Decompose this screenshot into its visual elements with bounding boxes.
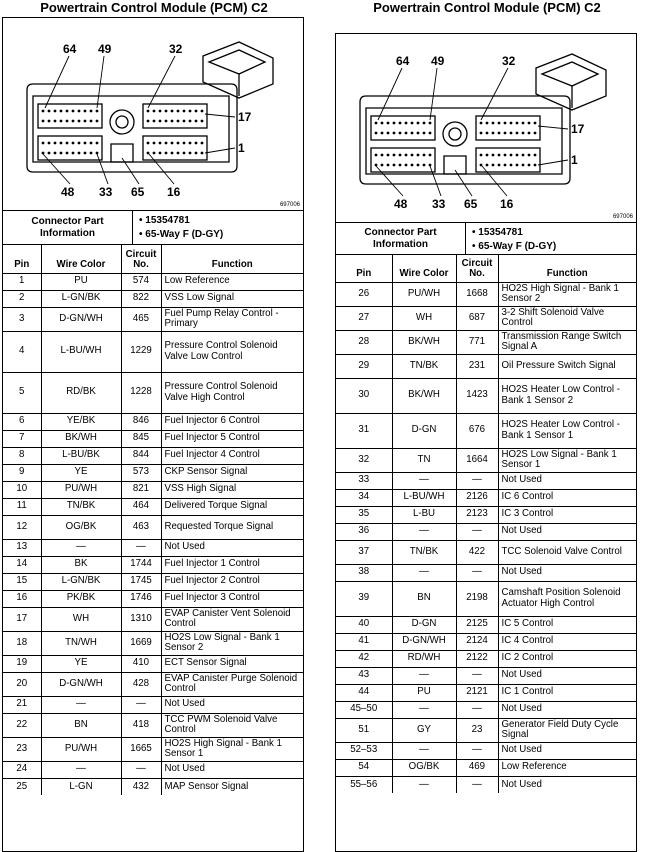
- circuit-cell: 822: [121, 290, 161, 307]
- callout-right-2: 1: [571, 153, 578, 167]
- table-row: [3, 447, 303, 464]
- connector-diagram: [3, 18, 303, 210]
- wire-color-cell: PK/BK: [41, 590, 121, 607]
- table-row: [336, 378, 636, 413]
- function-cell: HO2S High Signal - Bank 1 Sensor 2: [498, 282, 636, 306]
- pin-cell: 4: [3, 331, 41, 372]
- table-row: [3, 372, 303, 413]
- table-row: [336, 306, 636, 330]
- pin-cell: 43: [336, 667, 392, 684]
- circuit-cell: 687: [456, 306, 498, 330]
- pin-cell: 22: [3, 713, 41, 737]
- circuit-cell: 574: [121, 273, 161, 290]
- table-row: [3, 481, 303, 498]
- pin-cell: 17: [3, 607, 41, 631]
- function-cell: Generator Field Duty Cycle Signal: [498, 718, 636, 742]
- wire-color-cell: BK/WH: [392, 330, 456, 354]
- wire-color-cell: TN/BK: [392, 354, 456, 378]
- wire-color-cell: D-GN/WH: [41, 672, 121, 696]
- callout-top-1: 64: [63, 42, 77, 56]
- table-row: [336, 759, 636, 776]
- figure-number: 697006: [612, 214, 633, 220]
- table-row: [336, 633, 636, 650]
- wire-color-cell: OG/BK: [41, 515, 121, 539]
- wire-color-cell: YE: [41, 655, 121, 672]
- wire-color-cell: YE: [41, 464, 121, 481]
- wire-color-cell: PU: [41, 273, 121, 290]
- callout-right-1: 17: [571, 122, 585, 136]
- callout-bottom-1: 48: [61, 185, 75, 199]
- connector-type: • 65-Way F (D-GY): [472, 241, 557, 252]
- circuit-cell: 1423: [456, 378, 498, 413]
- callout-bottom-4: 16: [500, 197, 514, 211]
- wire-color-cell: L-GN: [41, 778, 121, 795]
- connector-box: [2, 17, 304, 852]
- circuit-cell: 573: [121, 464, 161, 481]
- function-cell: Fuel Pump Relay Control - Primary: [161, 307, 303, 331]
- pin-cell: 9: [3, 464, 41, 481]
- pinout-table: [3, 245, 303, 795]
- wire-color-cell: BK: [41, 556, 121, 573]
- callout-bottom-3: 65: [464, 197, 478, 211]
- wire-color-cell: —: [41, 696, 121, 713]
- function-cell: Oil Pressure Switch Signal: [498, 354, 636, 378]
- wire-color-cell: D-GN: [392, 616, 456, 633]
- table-row: [336, 616, 636, 633]
- function-cell: Not Used: [161, 761, 303, 778]
- circuit-cell: 1744: [121, 556, 161, 573]
- pin-cell: 6: [3, 413, 41, 430]
- circuit-cell: 432: [121, 778, 161, 795]
- table-row: [3, 413, 303, 430]
- circuit-cell: 1665: [121, 737, 161, 761]
- pin-cell: 54: [336, 759, 392, 776]
- function-cell: VSS Low Signal: [161, 290, 303, 307]
- circuit-cell: 1228: [121, 372, 161, 413]
- circuit-cell: 2124: [456, 633, 498, 650]
- wire-color-cell: BN: [41, 713, 121, 737]
- connector-part-info: [336, 223, 636, 255]
- function-cell: Fuel Injector 2 Control: [161, 573, 303, 590]
- header-circuit: Circuit No.: [456, 255, 498, 282]
- connector-part-info: [3, 211, 303, 245]
- circuit-cell: 846: [121, 413, 161, 430]
- callout-top-2: 49: [431, 54, 445, 68]
- callout-top-3: 32: [169, 42, 183, 56]
- wire-color-cell: BK/WH: [392, 378, 456, 413]
- table-row: [336, 718, 636, 742]
- pin-cell: 44: [336, 684, 392, 701]
- function-cell: Fuel Injector 1 Control: [161, 556, 303, 573]
- table-row: [3, 498, 303, 515]
- circuit-cell: 418: [121, 713, 161, 737]
- wire-color-cell: —: [392, 523, 456, 540]
- function-cell: Low Reference: [161, 273, 303, 290]
- pin-cell: 12: [3, 515, 41, 539]
- pin-cell: 45–50: [336, 701, 392, 718]
- wire-color-cell: L-BU/BK: [41, 447, 121, 464]
- pin-cell: 11: [3, 498, 41, 515]
- circuit-cell: 844: [121, 447, 161, 464]
- table-row: [336, 354, 636, 378]
- panel-title: Powertrain Control Module (PCM) C2: [373, 0, 601, 15]
- table-row: [3, 607, 303, 631]
- table-row: [3, 737, 303, 761]
- callout-top-1: 64: [396, 54, 410, 68]
- pin-cell: 1: [3, 273, 41, 290]
- circuit-cell: 845: [121, 430, 161, 447]
- circuit-cell: 771: [456, 330, 498, 354]
- wire-color-cell: RD/WH: [392, 650, 456, 667]
- wire-color-cell: —: [392, 776, 456, 793]
- circuit-cell: 1669: [121, 631, 161, 655]
- function-cell: Not Used: [498, 667, 636, 684]
- function-cell: MAP Sensor Signal: [161, 778, 303, 795]
- callout-top-3: 32: [502, 54, 516, 68]
- circuit-cell: 821: [121, 481, 161, 498]
- table-row: [336, 282, 636, 306]
- table-row: [3, 464, 303, 481]
- table-row: [3, 761, 303, 778]
- table-row: [3, 331, 303, 372]
- circuit-cell: 422: [456, 540, 498, 564]
- connector-diagram: [336, 34, 636, 222]
- table-row: [336, 472, 636, 489]
- info-label: Connector Part Information: [336, 223, 466, 254]
- wire-color-cell: PU/WH: [392, 282, 456, 306]
- pin-cell: 33: [336, 472, 392, 489]
- table-row: [3, 713, 303, 737]
- circuit-cell: 1746: [121, 590, 161, 607]
- circuit-cell: 1664: [456, 448, 498, 472]
- circuit-cell: 2198: [456, 581, 498, 616]
- function-cell: Requested Torque Signal: [161, 515, 303, 539]
- wire-color-cell: PU/WH: [41, 481, 121, 498]
- pinout-table: [336, 255, 636, 793]
- table-row: [3, 631, 303, 655]
- table-row: [336, 506, 636, 523]
- pin-cell: 24: [3, 761, 41, 778]
- pin-cell: 10: [3, 481, 41, 498]
- wire-color-cell: L-GN/BK: [41, 290, 121, 307]
- info-values: [133, 211, 303, 244]
- circuit-cell: 465: [121, 307, 161, 331]
- function-cell: HO2S High Signal - Bank 1 Sensor 1: [161, 737, 303, 761]
- function-cell: Not Used: [498, 472, 636, 489]
- wire-color-cell: L-GN/BK: [41, 573, 121, 590]
- connector-figure: [336, 34, 636, 223]
- function-cell: EVAP Canister Vent Solenoid Control: [161, 607, 303, 631]
- function-cell: 3-2 Shift Solenoid Valve Control: [498, 306, 636, 330]
- circuit-cell: 1310: [121, 607, 161, 631]
- function-cell: TCC PWM Solenoid Valve Control: [161, 713, 303, 737]
- part-number: • 15354781: [472, 227, 523, 238]
- circuit-cell: —: [456, 523, 498, 540]
- pin-cell: 21: [3, 696, 41, 713]
- pin-cell: 3: [3, 307, 41, 331]
- circuit-cell: 464: [121, 498, 161, 515]
- circuit-cell: 676: [456, 413, 498, 448]
- table-row: [336, 448, 636, 472]
- connector-box: [335, 33, 637, 852]
- function-cell: Low Reference: [498, 759, 636, 776]
- pin-cell: 29: [336, 354, 392, 378]
- circuit-cell: 410: [121, 655, 161, 672]
- pin-cell: 23: [3, 737, 41, 761]
- table-row: [336, 581, 636, 616]
- pin-cell: 39: [336, 581, 392, 616]
- pin-cell: 37: [336, 540, 392, 564]
- wire-color-cell: TN: [392, 448, 456, 472]
- circuit-cell: —: [121, 539, 161, 556]
- pin-cell: 18: [3, 631, 41, 655]
- wire-color-cell: BK/WH: [41, 430, 121, 447]
- circuit-cell: —: [456, 776, 498, 793]
- pin-cell: 52–53: [336, 742, 392, 759]
- part-number: • 15354781: [139, 215, 190, 226]
- table-row: [336, 330, 636, 354]
- function-cell: Camshaft Position Solenoid Actuator High Control: [498, 581, 636, 616]
- header-function: Function: [161, 245, 303, 273]
- pin-cell: 32: [336, 448, 392, 472]
- wire-color-cell: —: [41, 761, 121, 778]
- function-cell: IC 2 Control: [498, 650, 636, 667]
- circuit-cell: 231: [456, 354, 498, 378]
- pin-cell: 2: [3, 290, 41, 307]
- function-cell: IC 5 Control: [498, 616, 636, 633]
- wire-color-cell: PU/WH: [41, 737, 121, 761]
- function-cell: HO2S Heater Low Control - Bank 1 Sensor 1: [498, 413, 636, 448]
- function-cell: IC 6 Control: [498, 489, 636, 506]
- callout-bottom-2: 33: [432, 197, 446, 211]
- wire-color-cell: D-GN/WH: [392, 633, 456, 650]
- function-cell: Pressure Control Solenoid Valve Low Control: [161, 331, 303, 372]
- panel-title: Powertrain Control Module (PCM) C2: [40, 0, 268, 15]
- wire-color-cell: WH: [41, 607, 121, 631]
- pin-cell: 14: [3, 556, 41, 573]
- connector-figure: [3, 18, 303, 211]
- function-cell: HO2S Heater Low Control - Bank 1 Sensor 2: [498, 378, 636, 413]
- table-row: [3, 430, 303, 447]
- callout-right-2: 1: [238, 141, 245, 155]
- circuit-cell: 2121: [456, 684, 498, 701]
- function-cell: Not Used: [498, 742, 636, 759]
- pin-cell: 51: [336, 718, 392, 742]
- table-row: [336, 540, 636, 564]
- pin-cell: 13: [3, 539, 41, 556]
- function-cell: ECT Sensor Signal: [161, 655, 303, 672]
- function-cell: Fuel Injector 4 Control: [161, 447, 303, 464]
- table-row: [3, 655, 303, 672]
- pin-cell: 55–56: [336, 776, 392, 793]
- table-row: [3, 590, 303, 607]
- wire-color-cell: —: [392, 701, 456, 718]
- wire-color-cell: TN/WH: [41, 631, 121, 655]
- table-row: [3, 515, 303, 539]
- function-cell: Fuel Injector 5 Control: [161, 430, 303, 447]
- wire-color-cell: D-GN/WH: [41, 307, 121, 331]
- wire-color-cell: —: [392, 472, 456, 489]
- table-row: [336, 667, 636, 684]
- table-row: [336, 564, 636, 581]
- circuit-cell: —: [456, 472, 498, 489]
- function-cell: Not Used: [498, 776, 636, 793]
- header-pin: Pin: [336, 255, 392, 282]
- wire-color-cell: WH: [392, 306, 456, 330]
- table-row: [336, 523, 636, 540]
- table-row: [336, 742, 636, 759]
- function-cell: Pressure Control Solenoid Valve High Control: [161, 372, 303, 413]
- function-cell: Delivered Torque Signal: [161, 498, 303, 515]
- function-cell: HO2S Low Signal - Bank 1 Sensor 2: [161, 631, 303, 655]
- table-row: [336, 684, 636, 701]
- wire-color-cell: —: [41, 539, 121, 556]
- table-row: [3, 696, 303, 713]
- pin-cell: 19: [3, 655, 41, 672]
- table-row: [3, 672, 303, 696]
- function-cell: Not Used: [498, 564, 636, 581]
- header-wire-color: Wire Color: [392, 255, 456, 282]
- circuit-cell: —: [456, 742, 498, 759]
- pin-cell: 36: [336, 523, 392, 540]
- pin-cell: 20: [3, 672, 41, 696]
- circuit-cell: —: [456, 667, 498, 684]
- function-cell: IC 1 Control: [498, 684, 636, 701]
- pin-cell: 30: [336, 378, 392, 413]
- pin-cell: 35: [336, 506, 392, 523]
- function-cell: Not Used: [498, 701, 636, 718]
- circuit-cell: 1229: [121, 331, 161, 372]
- function-cell: TCC Solenoid Valve Control: [498, 540, 636, 564]
- circuit-cell: 463: [121, 515, 161, 539]
- pin-cell: 38: [336, 564, 392, 581]
- info-values: [466, 223, 636, 254]
- header-wire-color: Wire Color: [41, 245, 121, 273]
- function-cell: EVAP Canister Purge Solenoid Control: [161, 672, 303, 696]
- pin-cell: 28: [336, 330, 392, 354]
- callout-bottom-2: 33: [99, 185, 113, 199]
- info-label: Connector Part Information: [3, 211, 133, 244]
- wire-color-cell: PU: [392, 684, 456, 701]
- circuit-cell: 2126: [456, 489, 498, 506]
- circuit-cell: 2123: [456, 506, 498, 523]
- wire-color-cell: L-BU: [392, 506, 456, 523]
- function-cell: Transmission Range Switch Signal A: [498, 330, 636, 354]
- circuit-cell: 2125: [456, 616, 498, 633]
- function-cell: Fuel Injector 6 Control: [161, 413, 303, 430]
- header-pin: Pin: [3, 245, 41, 273]
- circuit-cell: 1668: [456, 282, 498, 306]
- pin-cell: 42: [336, 650, 392, 667]
- table-header-row: [3, 245, 303, 273]
- wire-color-cell: —: [392, 742, 456, 759]
- circuit-cell: 428: [121, 672, 161, 696]
- wire-color-cell: YE/BK: [41, 413, 121, 430]
- pin-cell: 5: [3, 372, 41, 413]
- header-circuit: Circuit No.: [121, 245, 161, 273]
- wire-color-cell: OG/BK: [392, 759, 456, 776]
- table-row: [336, 413, 636, 448]
- circuit-cell: —: [121, 696, 161, 713]
- function-cell: IC 4 Control: [498, 633, 636, 650]
- function-cell: CKP Sensor Signal: [161, 464, 303, 481]
- function-cell: Fuel Injector 3 Control: [161, 590, 303, 607]
- wire-color-cell: TN/BK: [392, 540, 456, 564]
- callout-bottom-1: 48: [394, 197, 408, 211]
- table-row: [3, 778, 303, 795]
- function-cell: Not Used: [498, 523, 636, 540]
- callout-bottom-4: 16: [167, 185, 181, 199]
- table-row: [336, 489, 636, 506]
- table-row: [3, 539, 303, 556]
- table-row: [3, 290, 303, 307]
- function-cell: Not Used: [161, 539, 303, 556]
- wire-color-cell: —: [392, 667, 456, 684]
- table-header-row: [336, 255, 636, 282]
- wire-color-cell: D-GN: [392, 413, 456, 448]
- pin-cell: 31: [336, 413, 392, 448]
- circuit-cell: 1745: [121, 573, 161, 590]
- circuit-cell: 469: [456, 759, 498, 776]
- pin-cell: 16: [3, 590, 41, 607]
- wire-color-cell: BN: [392, 581, 456, 616]
- function-cell: Not Used: [161, 696, 303, 713]
- callout-bottom-3: 65: [131, 185, 145, 199]
- pin-cell: 26: [336, 282, 392, 306]
- wire-color-cell: TN/BK: [41, 498, 121, 515]
- pin-cell: 8: [3, 447, 41, 464]
- callout-top-2: 49: [98, 42, 112, 56]
- table-row: [336, 776, 636, 793]
- figure-number: 697006: [279, 202, 300, 208]
- wire-color-cell: GY: [392, 718, 456, 742]
- function-cell: HO2S Low Signal - Bank 1 Sensor 1: [498, 448, 636, 472]
- pin-cell: 15: [3, 573, 41, 590]
- wire-color-cell: L-BU/WH: [392, 489, 456, 506]
- circuit-cell: —: [121, 761, 161, 778]
- connector-type: • 65-Way F (D-GY): [139, 229, 224, 240]
- callout-right-1: 17: [238, 110, 252, 124]
- wire-color-cell: RD/BK: [41, 372, 121, 413]
- pin-cell: 7: [3, 430, 41, 447]
- table-row: [3, 573, 303, 590]
- wire-color-cell: —: [392, 564, 456, 581]
- header-function: Function: [498, 255, 636, 282]
- circuit-cell: —: [456, 701, 498, 718]
- circuit-cell: —: [456, 564, 498, 581]
- function-cell: IC 3 Control: [498, 506, 636, 523]
- table-row: [3, 556, 303, 573]
- circuit-cell: 2122: [456, 650, 498, 667]
- wire-color-cell: L-BU/WH: [41, 331, 121, 372]
- pin-cell: 25: [3, 778, 41, 795]
- circuit-cell: 23: [456, 718, 498, 742]
- table-row: [3, 273, 303, 290]
- pin-cell: 40: [336, 616, 392, 633]
- function-cell: VSS High Signal: [161, 481, 303, 498]
- table-row: [336, 650, 636, 667]
- pin-cell: 34: [336, 489, 392, 506]
- pin-cell: 27: [336, 306, 392, 330]
- table-row: [3, 307, 303, 331]
- pin-cell: 41: [336, 633, 392, 650]
- table-row: [336, 701, 636, 718]
